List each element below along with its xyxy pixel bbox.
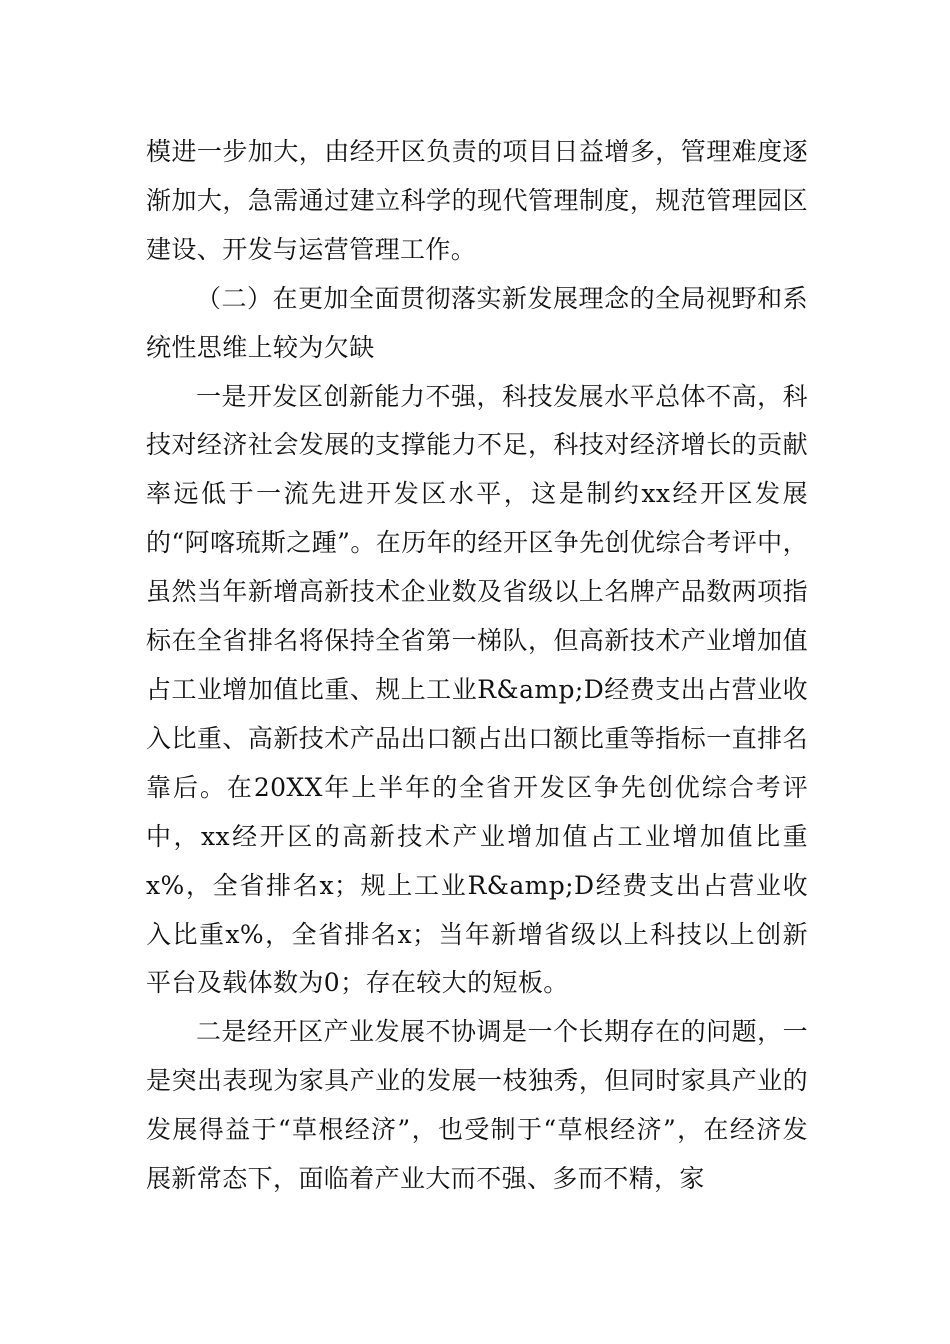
paragraph-innovation: 一是开发区创新能力不强，科技发展水平总体不高，科技对经济社会发展的支撑能力不足，科技对经济增长的贡献率远低于一流先进开发区水平，这是制约xx经开区发展的“阿喀琉斯之踵”。在历年的经开区争先创优综合考评中，虽然当年新增高新技术企业数及省级以上名牌产品数两项指标在全省排名将保持全省第一梯队，但高新技术产业增加值占工业增加值比重、规上工业R&amp;D经费支出占营业收入比重、高新技术产品出口额占出口额比重等指标一直排名靠后。在20XX年上半年的全省开发区争先创优综合考评中，xx经开区的高新技术产业增加值占工业增加值比重x%，全省排名x；规上工业R&amp;D经费支出占营业收入比重x%，全省排名x；当年新增省级以上科技以上创新平台及载体数为0；存在较大的短板。	[146, 381, 808, 998]
paragraph-continuation: 模进一步加大，由经开区负责的项目日益增多，管理难度逐渐加大，急需通过建立科学的现代管理制度，规范管理园区建设、开发与运营管理工作。	[146, 137, 808, 264]
section-heading: （二）在更加全面贯彻落实新发展理念的全局视野和系统性思维上较为欠缺	[146, 283, 808, 362]
document-body	[146, 128, 808, 1204]
paragraph-industry: 二是经开区产业发展不协调是一个长期存在的问题，一是突出表现为家具产业的发展一枝独秀，但同时家具产业的发展得益于“草根经济”，也受制于“草根经济”，在经济发展新常态下，面临着产业大而不强、多而不精，家	[146, 1017, 808, 1194]
